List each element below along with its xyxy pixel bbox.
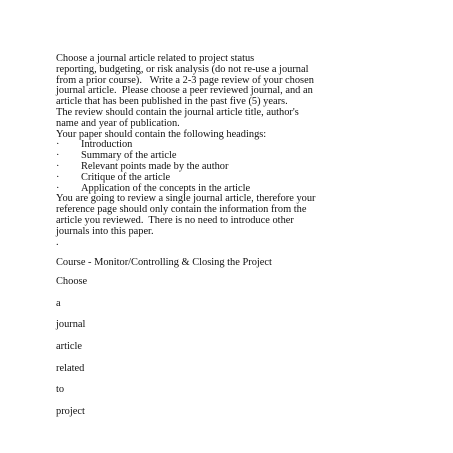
word-item: project	[56, 405, 85, 417]
closing-paragraph	[56, 194, 446, 248]
bullet-marker: ·	[56, 150, 60, 162]
word-item: to	[56, 384, 65, 396]
lone-dot: .	[56, 236, 59, 248]
bullet-marker: ·	[56, 171, 60, 183]
word-item: related	[56, 362, 85, 374]
word-item: article	[56, 340, 82, 352]
bullet-marker: ·	[56, 160, 60, 172]
text-line: journal article. Please choose a peer reviewed journal, and an	[56, 85, 313, 97]
text-line: from a prior course). Write a 2-3 page review of your chosen	[56, 74, 314, 86]
heading-label: Critique of the article	[81, 171, 171, 183]
text-line: reporting, budgeting, or risk analysis (do not re-use a journal	[56, 63, 309, 75]
word-item: Choose	[56, 276, 88, 288]
text-line: Choose a journal article related to project status	[56, 53, 255, 64]
course-line: Course - Monitor/Controlling & Closing the Project	[56, 257, 272, 269]
document-page	[56, 54, 446, 428]
word-list	[56, 277, 446, 417]
text-line: journals into this paper.	[56, 225, 154, 237]
headings-list	[56, 140, 446, 194]
text-line: article that has been published in the past five (5) years.	[56, 96, 288, 108]
bullet-marker: ·	[56, 139, 60, 151]
heading-label: Relevant points made by the author	[81, 160, 229, 172]
word-item: a	[56, 297, 61, 309]
text-line: The review should contain the journal article title, author's	[56, 106, 299, 118]
heading-label: Introduction	[81, 139, 133, 151]
text-line: reference page should only contain the information from the	[56, 204, 307, 216]
heading-label: Application of the concepts in the article	[81, 182, 251, 194]
bullet-marker: ·	[56, 182, 60, 194]
heading-label: Summary of the article	[81, 150, 177, 162]
text-line: article you reviewed. There is no need to introduce other	[56, 214, 294, 226]
word-item: journal	[56, 319, 86, 331]
text-line: name and year of publication.	[56, 117, 180, 129]
text-line: You are going to review a single journal article, therefore your	[56, 193, 316, 205]
text-line: Your paper should contain the following headings:	[56, 128, 267, 140]
instructions-paragraph	[56, 54, 446, 140]
